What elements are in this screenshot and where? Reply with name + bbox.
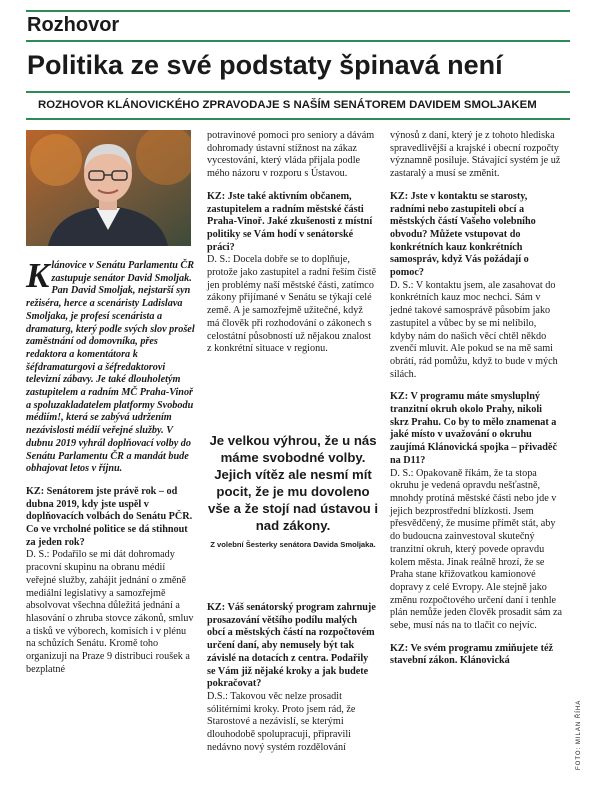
question-2: KZ: Jste také aktivním občanem, zastupitelem a radním městské části Praha-Vinoř. Jaké zkušenosti z místní politiky se Vám hodí v senátorské práci? (207, 190, 373, 253)
answer-2: D. S.: Docela dobře se to doplňuje, protože jako zastupitel a radní řeším čistě jen problémy naší městské části, zatímco zákony přijímané v Senátu se týkají celé země. A je samozřejmě užitečné, když má člověk při rozhodování o zákonech s celostátní působností už nějakou znalost z konkrétní situace v regionu. (207, 254, 377, 355)
pull-quote (207, 432, 379, 550)
photo-credit: FOTO: MILAN ŘÍHA (576, 699, 582, 770)
question-3: KZ: Váš senátorský program zahrnuje prosazování většího podílu malých obcí a městských částí na rozpočtovém určení daní, aby nemusely být tak závislé na dotacích z centra. Podařily se Vám již nějaké kroky a jak budete pokračovat? (207, 602, 376, 690)
pull-quote-text: Je velkou výhrou, že u nás máme svobodné volby. Jejich vítěz ale nesmí mít pocit, že je mu dovoleno vše a že stojí nad ústavou i nad zákony. (207, 433, 379, 533)
header-rule-under-title (26, 91, 570, 93)
article-subtitle: ROZHOVOR KLÁNOVICKÉHO ZPRAVODAJE S NAŠÍM SENÁTOREM DAVIDEM SMOLJAKEM (38, 99, 537, 111)
answer-3: D.S.: Takovou věc nelze prosadit sólitérními kroky. Proto jsem rád, že Starostové a nezávislí, se kterými dlouhodobě spolupracuji, připravili nedávno nový systém rozdělování (207, 690, 356, 753)
header-rule-bottom (26, 118, 570, 120)
question-1: KZ: Senátorem jste právě rok – od dubna 2019, kdy jste uspěl v doplňovacích volbách do Senátu PČR. Co ve vrcholné politice se dá stihnout za jeden rok? (26, 485, 193, 548)
header-rule-mid (26, 40, 570, 42)
answer-3-continued: výnosů z daní, který je z tohoto hlediska spravedlivější a krajské i obecní rozpočty významně posiluje. Stávající systém je už zastaralý a musí se změnit. (390, 130, 561, 180)
answer-1-continued: potravinové pomoci pro seniory a dávám dohromady ústavní stížnost na zákaz vycestování, který vláda přijala podle mého názoru v rozporu s Ústavou. (207, 130, 375, 180)
senator-portrait-photo (26, 130, 191, 246)
header-rule-top (26, 10, 570, 12)
question-6: KZ: Ve svém programu zmiňujete též stavební zákon. Klánovická (390, 642, 554, 667)
question-5: KZ: V programu máte smysluplný tranzitní okruh okolo Prahy, nikoli skrz Prahu. Co by to mělo znamenat a jaké místo v uvažování o okruhu zaujímá Klánovická spojka – přivaděč na D11? (390, 391, 557, 466)
answer-1: D. S.: Podařilo se mi dát dohromady pracovní skupinu na obranu médií veřejné služby, zahájit jednání o změně mediální legislativy a samozřejmě absolvovat všechna důležitá jednání a hlasování o zhruba stovce zákonů, smluv a tisků ve výborech, komisích i v plénu na schůzích Senátu. Kromě toho organizuji na Praze 9 distribuci roušek a bezplatné (26, 549, 194, 675)
pull-quote-source: Z volební Šesterky senátora Davida Smoljaka. (210, 540, 376, 549)
column-3 (390, 130, 562, 668)
column-2 (207, 130, 377, 356)
section-label: Rozhovor (27, 14, 120, 36)
article-title: Politika ze své podstaty špinavá není (27, 50, 503, 80)
column-1 (26, 130, 196, 677)
column-2-lower (207, 602, 377, 754)
answer-4: D. S.: V kontaktu jsem, ale zasahovat do konkrétních kauz moc nechci. Sám v jedné takové samosprávě působím jako zastupitel a vůbec by se mi nelíbilo, kdyby nám do našich věcí chtěl někdo zvenčí mluvit. Ale pokud se na mě sami obrátí, rád pomůžu, když to bude v mých silách. (390, 279, 558, 380)
question-4: KZ: Jste v kontaktu se starosty, radními nebo zastupiteli obcí a městských částí Vašeho volebního obvodu? Můžete vstupovat do konkrétních kauz konkrétních samospráv, když Vás požádají o pomoc? (390, 190, 536, 279)
intro-text: lánovice v Senátu Parlamentu ČR zastupuje senátor David Smoljak. Pan David Smoljak, nejstarší syn režiséra, herce a scenáristy Ladislava Smoljaka, je profesí scenárista a dramaturg, který podle svých slov prošel zaměstnání od domovníka, přes redaktora a komentátora k šéfdramaturgovi a šéfredaktorovi televizní zábavy. Je také dlouholetým zastupitelem a radním MČ Praha-Vinoř a spoluzakladatelem platformy Svobodu médiím!, která se zabývá udržením nezávislosti médií veřejné služby. V dubnu 2019 vyhrál doplňovací volby do Senátu Parlamentu ČR a mandát bude obhajovat letos v říjnu. (26, 260, 195, 475)
answer-5: D. S.: Opakovaně říkám, že ta stopa okruhu je vedená opravdu nešťastně, mnohdy protíná městské části nebo jde v jejich bezprostřední blízkosti. Jsem přesvědčený, že musíme přímět stát, aby do budoucna zainvestoval skutečný tranzitní okruh, který povede opravdu kolem města. Jinak reálně hrozí, že se Praha stane křižovatkou kamionové dopravy z celé Evropy. Ale stejně jako změnu rozpočtového určení daní i tenhle plán nemůže jeden člověk prosadit sám za sebe, musí nás na to tlačit co nejvíc. (390, 467, 562, 632)
drop-cap: K (26, 256, 50, 295)
